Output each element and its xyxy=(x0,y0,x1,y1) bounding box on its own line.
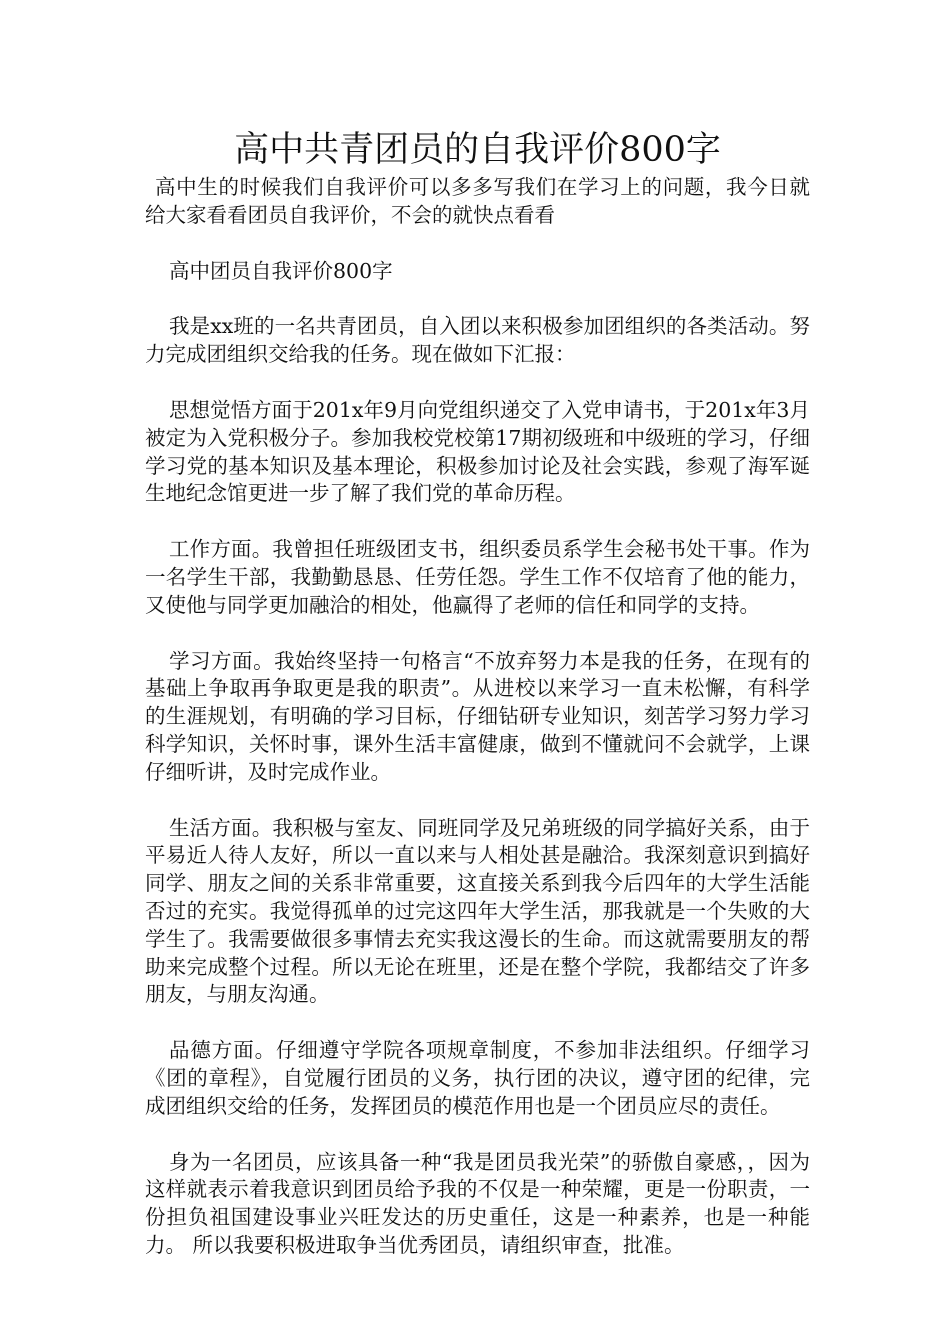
paragraph-ideology: 思想觉悟方面于201x年9月向党组织递交了入党申请书，于201x年3月被定为入党积极分子。参加我校党校第17期初级班和中级班的学习，仔细学习党的基本知识及基本理论，积极参加讨论及社会实践，参观了海军诞生地纪念馆更进一步了解了我们党的革命历程。 xyxy=(145,397,810,506)
paragraph-life: 生活方面。我积极与室友、同班同学及兄弟班级的同学搞好关系，由于平易近人待人友好，所以一直以来与人相处甚是融洽。我深刻意识到搞好同学、朋友之间的关系非常重要，这直接关系到我今后四年的大学生活能否过的充实。我觉得孤单的过完这四年大学生活，那我就是一个失败的大学生了。我需要做很多事情去充实我这漫长的生命。而这就需要朋友的帮助来完成整个过程。所以无论在班里，还是在整个学院，我都结交了许多朋友，与朋友沟通。 xyxy=(145,815,810,1007)
paragraph-work: 工作方面。我曾担任班级团支书，组织委员系学生会秘书处干事。作为一名学生干部，我勤勤恳恳、任劳任怨。学生工作不仅培育了他的能力，又使他与同学更加融洽的相处，他赢得了老师的信任和同学的支持。 xyxy=(145,537,810,617)
paragraph-conclusion: 身为一名团员，应该具备一种“我是团员我光荣”的骄傲自豪感，，因为这样就表示着我意识到团员给予我的不仅是一种荣耀，更是一份职责，一份担负祖国建设事业兴旺发达的历史重任，这是一种素养，也是一种能力。 所以我要积极进取争当优秀团员，请组织审查，批准。 xyxy=(145,1149,810,1257)
paragraph-intro-report: 我是xx班的一名共青团员，自入团以来积极参加团组织的各类活动。努力完成团组织交给我的任务。现在做如下汇报： xyxy=(145,314,810,367)
section-subtitle: 高中团员自我评价800字 xyxy=(169,258,393,283)
document-title: 高中共青团员的自我评价800字 xyxy=(234,130,721,170)
paragraph-morality: 品德方面。仔细遵守学院各项规章制度，不参加非法组织。仔细学习《团的章程》，自觉履行团员的义务，执行团的决议，遵守团的纪律，完成团组织交给的任务，发挥团员的模范作用也是一个团员应尽的责任。 xyxy=(145,1038,810,1118)
intro-paragraph: 高中生的时候我们自我评价可以多多写我们在学习上的问题，我今日就给大家看看团员自我评价，不会的就快点看看 xyxy=(145,175,810,227)
paragraph-study: 学习方面。我始终坚持一句格言“不放弃努力本是我的任务，在现有的基础上争取再争取更是我的职责”。从进校以来学习一直未松懈，有科学的生涯规划，有明确的学习目标，仔细钻研专业知识，刻苦学习努力学习科学知识，关怀时事，课外生活丰富健康，做到不懂就问不会就学，上课仔细听讲，及时完成作业。 xyxy=(145,648,810,784)
document-page xyxy=(145,128,810,1260)
